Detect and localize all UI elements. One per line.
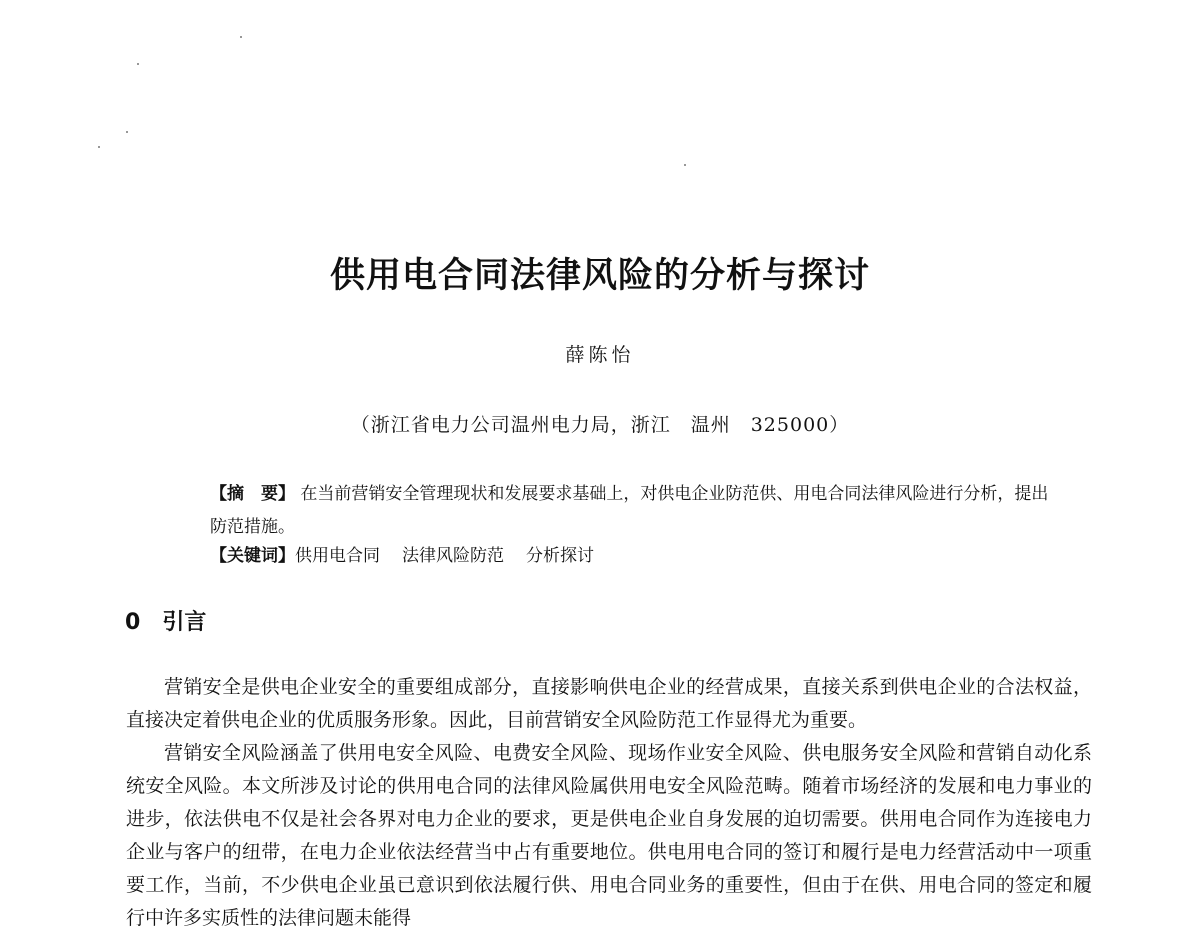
abstract [170, 478, 1050, 544]
keywords-label: 【关键词】 [210, 546, 295, 566]
scan-speck [137, 63, 139, 65]
keywords [210, 543, 616, 569]
scan-speck [240, 36, 242, 38]
section-number: 0 [125, 610, 141, 635]
paragraph: 营销安全风险涵盖了供用电安全风险、电费安全风险、现场作业安全风险、供电服务安全风险和营销自动化系统安全风险。本文所涉及讨论的供用电合同的法律风险属供用电安全风险范畴。随着市场经济的发展和电力事业的进步，依法供电不仅是社会各界对电力企业的要求，更是供电企业自身发展的迫切需要。供用电合同作为连接电力企业与客户的纽带，在电力企业依法经营当中占有重要地位。供电用电合同的签订和履行是电力经营活动中一项重要工作，当前，不少供电企业虽已意识到依法履行供、用电合同业务的重要性，但由于在供、用电合同的签定和履行中许多实质性的法律问题未能得 [126, 742, 1092, 929]
author-name: 薛陈怡 [565, 344, 635, 366]
author-affiliation: （浙江省电力公司温州电力局，浙江 温州 325000） [350, 414, 850, 436]
body-text [126, 671, 1092, 935]
abstract-text: 在当前营销安全管理现状和发展要求基础上，对供电企业防范供、用电合同法律风险进行分析，提出防范措施。 [210, 484, 1049, 537]
paper-title: 供用电合同法律风险的分析与探讨 [329, 256, 870, 296]
keyword: 供用电合同 [295, 546, 380, 566]
section-heading [125, 605, 206, 636]
paragraph: 营销安全是供电企业安全的重要组成部分，直接影响供电企业的经营成果，直接关系到供电企业的合法权益，直接决定着供电企业的优质服务形象。因此，目前营销安全风险防范工作显得尤为重要。 [126, 676, 1092, 731]
scan-speck [98, 146, 100, 148]
scan-speck [126, 131, 128, 133]
keyword: 分析探讨 [526, 546, 594, 566]
keyword: 法律风险防范 [402, 546, 504, 566]
scan-speck [684, 164, 686, 166]
section-title: 引言 [162, 610, 207, 635]
abstract-label: 【摘 要】 [210, 484, 295, 504]
